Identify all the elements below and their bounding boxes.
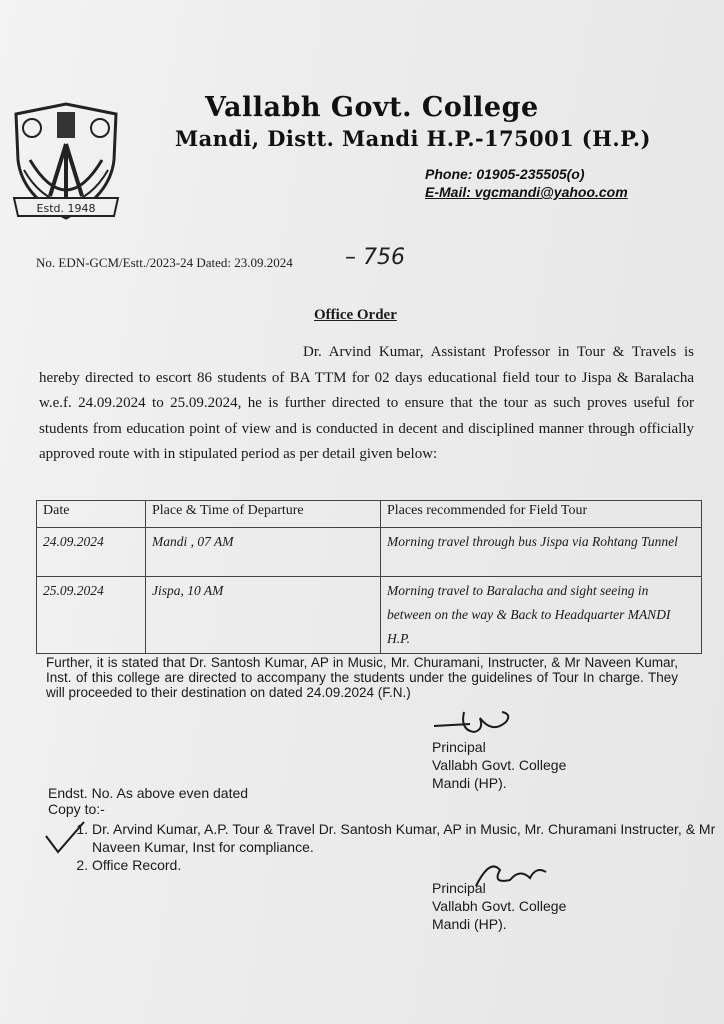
email-address: E-Mail: vgcmandi@yahoo.com bbox=[425, 184, 628, 200]
phone-number: Phone: 01905-235505(o) bbox=[425, 166, 585, 182]
college-name: Vallabh Govt. College bbox=[205, 92, 539, 123]
further-instructions-paragraph: Further, it is stated that Dr. Santosh Kumar, AP in Music, Mr. Churamani, Instructer, & Mr Naveen Kumar, Inst. of this college are directed to accompany the students under the guidelines of Tour In charge. They will proceeded to their destination on dated 24.09.2024 (F.N.) bbox=[46, 655, 678, 700]
signature-scribble bbox=[430, 704, 520, 740]
table-row bbox=[37, 528, 702, 577]
principal-signature-block bbox=[432, 879, 566, 933]
copy-recipient-list bbox=[50, 820, 722, 874]
tour-schedule-table bbox=[36, 500, 702, 654]
college-address: Mandi, Distt. Mandi H.P.-175001 (H.P.) bbox=[175, 126, 651, 151]
signatory-college: Vallabh Govt. College bbox=[432, 898, 567, 914]
principal-signature-block bbox=[432, 738, 566, 792]
table-cell-departure: Mandi , 07 AM bbox=[146, 528, 381, 577]
college-emblem-logo bbox=[10, 100, 122, 222]
order-body-paragraph: Dr. Arvind Kumar, Assistant Professor in Tour & Travels is hereby directed to escort 86 students of BA TTM for 02 days educational field tour to Jispa & Baralacha w.e.f. 24.09.2024 to 25.09.2024, he is further directed to ensure that the tour as such proves useful for students from education point of view and is conducted in decent and disciplined manner through officially approved route with in stipulated period as per detail given below: bbox=[39, 344, 694, 462]
copy-to-label: Copy to:- bbox=[48, 801, 105, 817]
table-cell-date: 25.09.2024 bbox=[37, 577, 146, 654]
reference-number: No. EDN-GCM/Estt./2023-24 Dated: 23.09.2024 bbox=[36, 255, 293, 270]
signatory-designation: Principal bbox=[432, 739, 486, 755]
contact-block bbox=[425, 165, 628, 201]
signatory-place: Mandi (HP). bbox=[432, 775, 507, 791]
tick-mark-icon bbox=[40, 818, 90, 858]
table-cell-places: Morning travel to Baralacha and sight seeing in between on the way & Back to Headquarter MANDI H.P. bbox=[381, 577, 702, 654]
signatory-designation: Principal bbox=[432, 880, 486, 896]
column-header-places: Places recommended for Field Tour bbox=[381, 501, 702, 528]
signatory-college: Vallabh Govt. College bbox=[432, 757, 567, 773]
table-cell-departure: Jispa, 10 AM bbox=[146, 577, 381, 654]
column-header-departure: Place & Time of Departure bbox=[146, 501, 381, 528]
document-title: Office Order bbox=[314, 307, 397, 323]
table-cell-date: 24.09.2024 bbox=[37, 528, 146, 577]
svg-text:Estd. 1948: Estd. 1948 bbox=[36, 202, 96, 215]
table-row bbox=[37, 577, 702, 654]
table-cell-places: Morning travel through bus Jispa via Rohtang Tunnel bbox=[381, 528, 702, 577]
signatory-place: Mandi (HP). bbox=[432, 916, 507, 932]
handwritten-dispatch-number: – 756 bbox=[345, 245, 405, 270]
table-header-row bbox=[37, 501, 702, 528]
endorsement-number: Endst. No. As above even dated bbox=[48, 785, 249, 801]
list-item: 1. Dr. Arvind Kumar, A.P. Tour & Travel Dr. Santosh Kumar, AP in Music, Mr. Churamani Instructer, & Mr Naveen Kumar, Inst for compliance. bbox=[92, 820, 722, 856]
list-item: 2. Office Record. bbox=[92, 856, 722, 874]
column-header-date: Date bbox=[37, 501, 146, 528]
